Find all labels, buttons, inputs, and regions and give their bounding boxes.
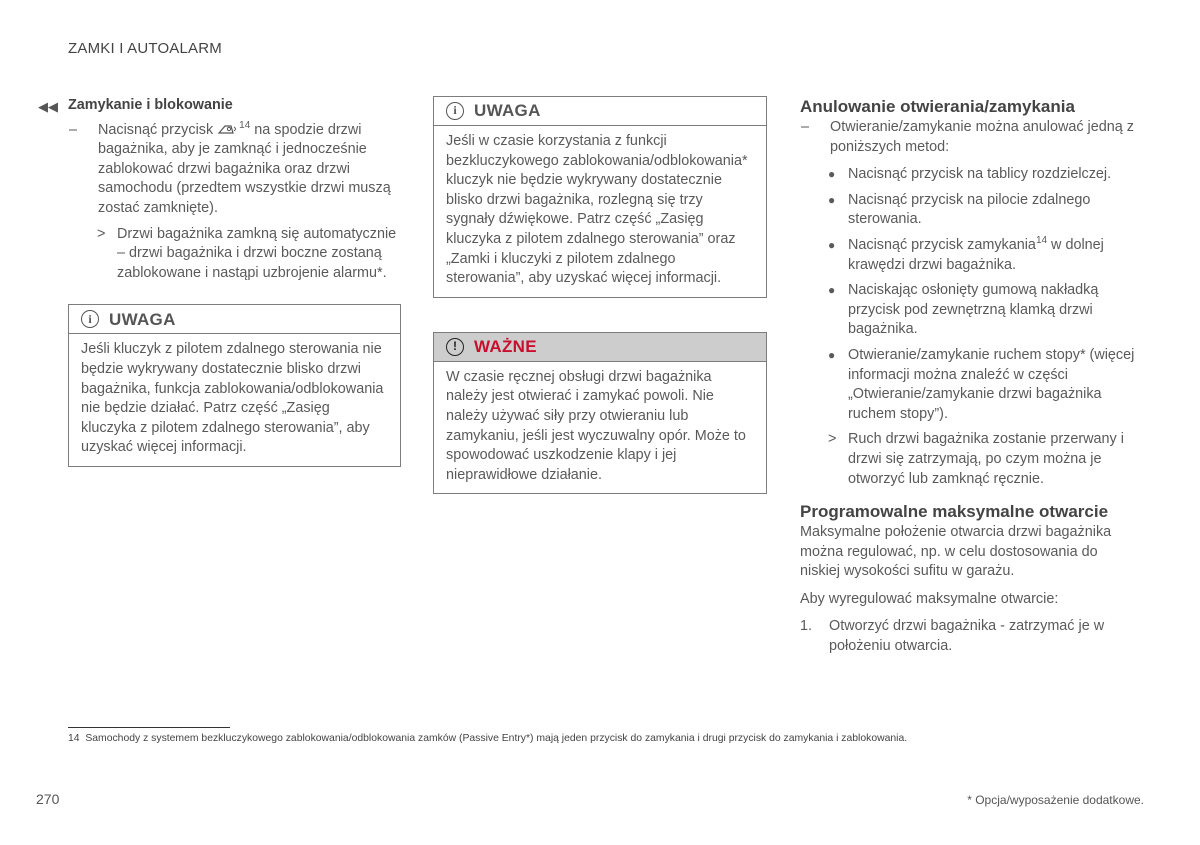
note-body: Jeśli w czasie korzystania z funkcji bezkluczykowego zablokowania/odblokowania* kluczyk nie będzie wykrywany dostatecznie blisko drzwi bagażnika, rozlegną się trzy sygnały dźwiękowe. Patrz część „Zasięg kluczyka z pilotem zdalnego sterowania” oraz „Zamki i kluczyki z pilotem zdalnego sterowania”, aby uzyskać więcej informacji. [446,133,748,287]
column-middle [433,96,767,494]
tailgate-lock-button-icon [217,123,239,135]
info-icon: i [81,310,99,328]
instruction-text-part: Nacisnąć przycisk [98,121,214,138]
footnote-text: Samochody z systemem bezkluczykowego zablokowania/odblokowania zamków (Passive Entry*) mają jeden przycisk do zamykania i drugi przycisk do zamykania i zablokowania. [85,733,908,744]
list-item [800,346,1140,424]
list-item-text-part: Nacisnąć przycisk zamykania [848,236,1036,253]
result-marker: > [97,225,106,242]
footnote-number: 14 [68,733,80,744]
note-header [69,305,400,334]
section-title: ZAMKI I AUTOALARM [68,40,222,57]
list-item-text-part: w dolnej krawędzi drzwi bagażnika. [848,236,1104,273]
footnote-divider [68,727,230,728]
note-box [68,304,401,467]
result-item [68,225,402,284]
list-item-text [848,236,1140,275]
footnote [68,733,907,744]
note-box [433,96,767,298]
heading-cancel-opening: Anulowanie otwierania/zamykania [800,97,1075,116]
bullet-marker: ● [828,167,836,182]
step-item [800,617,1140,656]
important-body: W czasie ręcznej obsługi drzwi bagażnika należy jest otwierać i zamykać powoli. Nie należy używać siły przy otwieraniu lub zamykaniu, jeśli jest wyczuwalny opór. Może to spowodować uszkodzenie klapy i jej nieprawidłowe działanie. [446,368,746,483]
paragraph: Maksymalne położenie otwarcia drzwi bagażnika można regulować, np. w celu dostosowania do niskiej wysokości sufitu w garażu. [800,524,1112,580]
instruction-text: Otwieranie/zamykanie można anulować jedną z poniższych metod: [830,119,1134,155]
important-header [434,333,766,362]
important-title: WAŻNE [474,336,537,356]
footnote-ref: 14 [239,119,251,131]
instruction-item [800,118,1140,157]
paragraph: Aby wyregulować maksymalne otwarcie: [800,590,1059,607]
step-text: Otworzyć drzwi bagażnika - zatrzymać je w położeniu otwarcia. [829,618,1105,655]
note-title: UWAGA [109,309,176,329]
result-item [800,430,1140,489]
note-title: UWAGA [474,101,541,121]
bullet-marker: ● [828,192,836,207]
column-right [800,96,1140,657]
note-body: Jeśli kluczyk z pilotem zdalnego sterowania nie będzie wykrywany dostatecznie blisko drzwi bagażnika, funkcja zablokowania/odblokowania nie będzie działać. Patrz część „Zasięg kluczyka z pilotem zdalnego sterowania”, aby uzyskać więcej informacji. [81,341,384,456]
list-item [800,236,1140,275]
dash-marker: – [69,121,78,138]
subsection-header [38,96,402,117]
instruction-text-part: na spodzie drzwi bagażnika, aby je zamknąć i jednocześnie zablokować drzwi bagażnika oraz drzwi samochodu (przedtem wszystkie drzwi muszą zostać zamknięte). [98,121,391,216]
bullet-marker: ● [828,347,836,362]
step-number: 1. [800,618,813,635]
info-icon: i [446,102,464,120]
footnote-ref: 14 [1035,235,1048,247]
page-number: 270 [36,791,60,807]
list-item [800,165,1140,185]
bullet-marker: ● [828,283,836,298]
optional-equipment-note: * Opcja/wyposażenie dodatkowe. [967,793,1144,807]
continued-from-previous-page-icon: ◀◀ [38,99,58,114]
result-text: Ruch drzwi bagażnika zostanie przerwany i drzwi się zatrzymają, po czym można je otworzyć lub zamknąć ręcznie. [848,431,1124,487]
column-left [38,96,402,467]
list-item [800,281,1140,340]
list-item-text: Otwieranie/zamykanie ruchem stopy* (więcej informacji można znaleźć w części „Otwieranie/zamykanie drzwi bagażnika ruchem stopy”). [848,346,1135,422]
result-text: Drzwi bagażnika zamkną się automatycznie – drzwi bagażnika i drzwi boczne zostaną zablokowane i nastąpi uzbrojenie alarmu*. [117,225,397,281]
note-header [434,97,766,126]
subsection-heading: Zamykanie i blokowanie [68,97,233,113]
result-marker: > [828,431,837,448]
list-item-text: Nacisnąć przycisk na pilocie zdalnego sterowania. [848,191,1091,228]
bullet-marker: ● [828,237,836,252]
warning-icon: ! [446,338,464,356]
heading-max-opening: Programowalne maksymalne otwarcie [800,502,1109,522]
important-box [433,332,767,495]
instruction-text [98,121,402,219]
instruction-item [68,121,402,219]
list-item-text: Nacisnąć przycisk na tablicy rozdzielczej. [848,166,1112,183]
list-item [800,191,1140,230]
dash-marker: – [801,119,810,135]
list-item-text: Naciskając osłonięty gumową nakładką przycisk pod zewnętrzną klamką drzwi bagażnika. [848,282,1099,338]
